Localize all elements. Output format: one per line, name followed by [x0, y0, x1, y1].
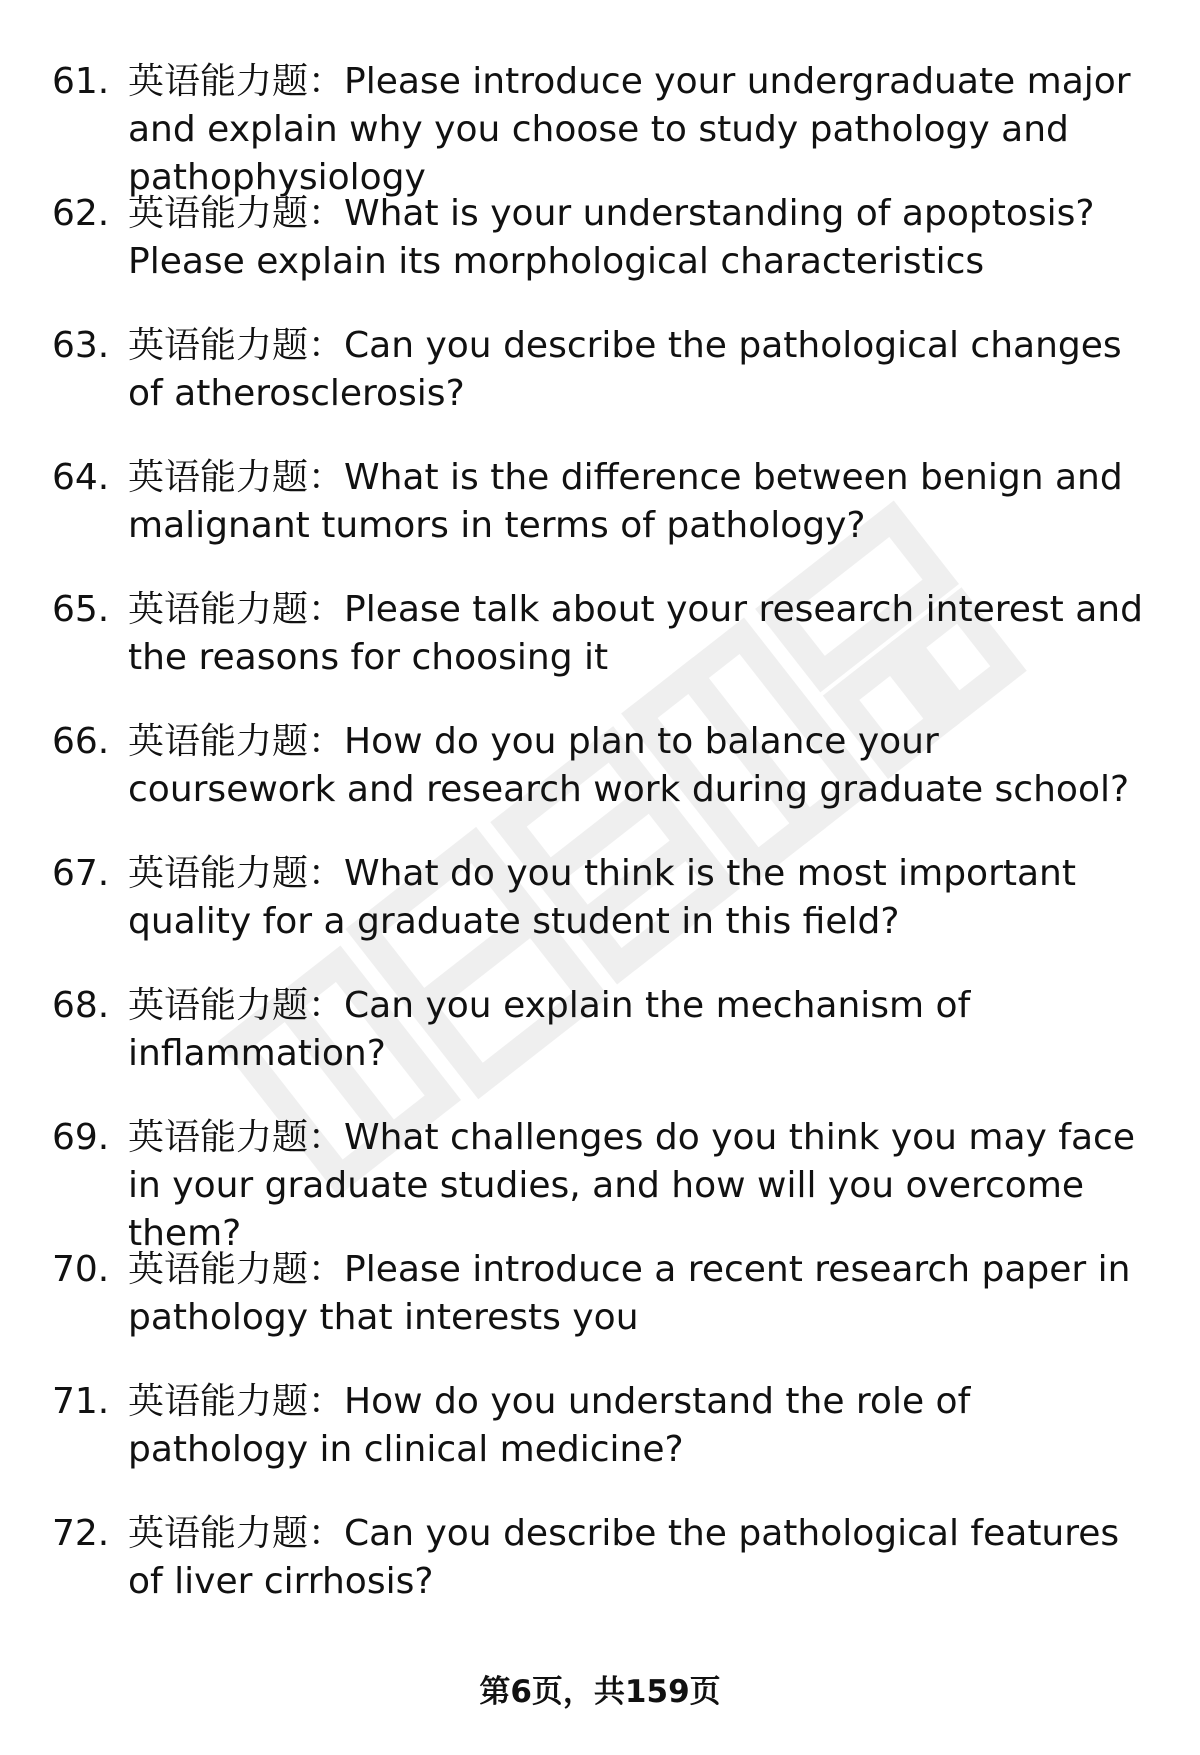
question-number: 62.: [52, 193, 110, 234]
question-body: [128, 982, 1152, 1078]
question-body: [128, 1114, 1152, 1258]
question-item: [52, 1246, 1152, 1378]
question-text: How do you understand the role of pathology in clinical medicine?: [128, 1381, 971, 1470]
question-item: [52, 1114, 1152, 1254]
question-category-label: 英语能力题：: [128, 985, 345, 1026]
question-item: [52, 190, 1152, 322]
question-number: 64.: [52, 457, 110, 498]
question-item: [52, 58, 1152, 198]
question-category-label: 英语能力题：: [128, 457, 345, 498]
question-number: 65.: [52, 589, 110, 630]
question-item: [52, 850, 1152, 982]
question-category-label: 英语能力题：: [128, 1117, 345, 1158]
question-text: Can you describe the pathological changes of atherosclerosis?: [128, 325, 1122, 414]
question-category-label: 英语能力题：: [128, 193, 345, 234]
question-body: [128, 850, 1152, 946]
question-category-label: 英语能力题：: [128, 325, 345, 366]
question-category-label: 英语能力题：: [128, 1249, 345, 1290]
question-body: [128, 322, 1152, 418]
question-list: [52, 58, 1152, 1642]
question-body: [128, 190, 1152, 286]
question-body: [128, 1510, 1152, 1606]
question-category-label: 英语能力题：: [128, 1513, 345, 1554]
question-item: [52, 586, 1152, 718]
question-category-label: 英语能力题：: [128, 589, 345, 630]
question-number: 67.: [52, 853, 110, 894]
question-text: What is your understanding of apoptosis? Please explain its morphological characteristics: [128, 193, 1095, 282]
question-number: 69.: [52, 1117, 110, 1158]
question-number: 72.: [52, 1513, 110, 1554]
question-body: [128, 718, 1152, 814]
question-item: [52, 1510, 1152, 1642]
question-category-label: 英语能力题：: [128, 853, 345, 894]
question-number: 63.: [52, 325, 110, 366]
question-item: [52, 982, 1152, 1114]
question-category-label: 英语能力题：: [128, 1381, 345, 1422]
question-item: [52, 322, 1152, 454]
question-body: [128, 58, 1152, 202]
question-number: 71.: [52, 1381, 110, 1422]
question-text: How do you plan to balance your coursework and research work during graduate school?: [128, 721, 1130, 810]
question-text: Please introduce your undergraduate major and explain why you choose to study pathology and pathophysiology: [128, 61, 1131, 198]
question-text: Please talk about your research interest and the reasons for choosing it: [128, 589, 1143, 678]
question-number: 68.: [52, 985, 110, 1026]
question-number: 70.: [52, 1249, 110, 1290]
page-number-footer: 第6页，共159页: [479, 1674, 721, 1710]
question-text: Can you explain the mechanism of inflammation?: [128, 985, 971, 1074]
question-text: Can you describe the pathological features of liver cirrhosis?: [128, 1513, 1120, 1602]
question-category-label: 英语能力题：: [128, 61, 345, 102]
question-number: 61.: [52, 61, 110, 102]
question-body: [128, 1378, 1152, 1474]
question-number: 66.: [52, 721, 110, 762]
question-category-label: 英语能力题：: [128, 721, 345, 762]
question-text: What challenges do you think you may face in your graduate studies, and how will you overcome them?: [128, 1117, 1135, 1254]
question-item: [52, 718, 1152, 850]
question-item: [52, 454, 1152, 586]
question-body: [128, 586, 1152, 682]
question-item: [52, 1378, 1152, 1510]
question-text: What do you think is the most important quality for a graduate student in this field?: [128, 853, 1076, 942]
question-text: What is the difference between benign and malignant tumors in terms of pathology?: [128, 457, 1123, 546]
question-body: [128, 1246, 1152, 1342]
question-body: [128, 454, 1152, 550]
question-text: Please introduce a recent research paper in pathology that interests you: [128, 1249, 1131, 1338]
